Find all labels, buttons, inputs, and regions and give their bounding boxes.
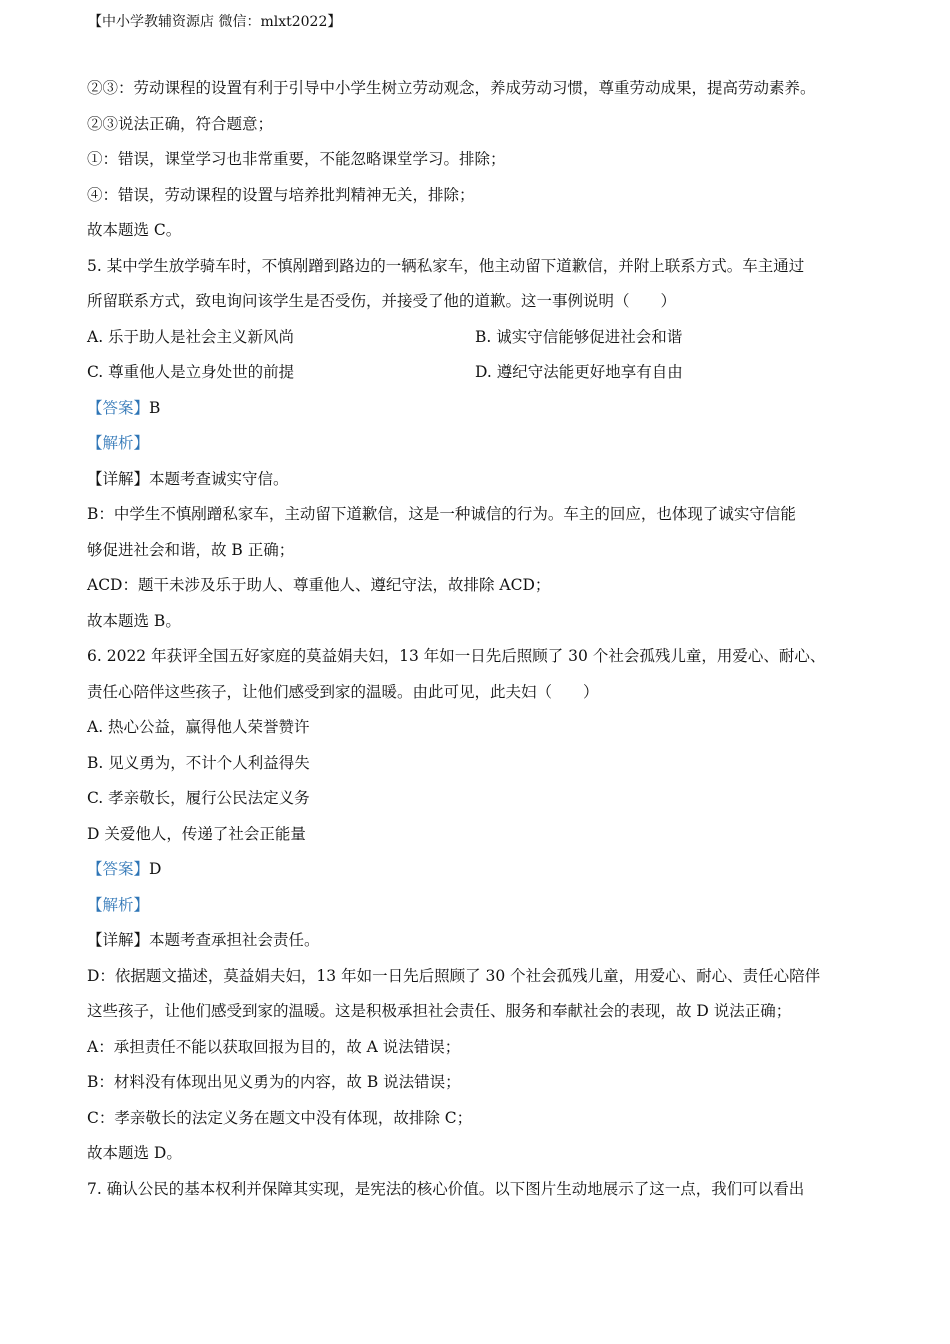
prev-analysis-line: ④：错误，劳动课程的设置与培养批判精神无关，排除； (87, 185, 475, 204)
q5-options-row (87, 355, 877, 391)
q5-explanation-line: B：中学生不慎剐蹭私家车，主动留下道歉信，这是一种诚信的行为。车主的回应，也体现了诚实守信能 (87, 505, 796, 523)
q5-detail-intro: 本题考查诚实守信。 (149, 469, 289, 488)
q6-stem-line: 6. 2022 年获评全国五好家庭的莫益娟夫妇，13 年如一日先后照顾了 30 个社会孤残儿童，用爱心、耐心、 (87, 647, 826, 665)
q5-explanation-line: ACD：题干未涉及乐于助人、尊重他人、遵纪守法，故排除 ACD； (87, 576, 551, 594)
q6-explanation-line: 这些孩子，让他们感受到家的温暖。这是积极承担社会责任、服务和奉献社会的表现，故 D 说法正确； (87, 1002, 792, 1020)
q6-answer-tag: 【答案】 (87, 860, 150, 878)
q6-analysis-tag: 【解析】 (87, 895, 150, 914)
q6-detail-tag: 【详解】 (87, 931, 150, 949)
page-header-watermark: 【中小学教辅资源店 微信：mlxt2022】 (88, 14, 342, 30)
q5-conclusion: 故本题选 B。 (87, 611, 181, 630)
q5-answer (87, 391, 877, 427)
q6-explanation-line: C：孝亲敬长的法定义务在题文中没有体现，故排除 C； (87, 1108, 473, 1127)
prev-analysis-line: ②③说法正确，符合题意； (87, 114, 274, 133)
q6-explanation-line: D：依据题文描述，莫益娟夫妇，13 年如一日先后照顾了 30 个社会孤残儿童，用爱心、耐心、责任心陪伴 (87, 966, 821, 985)
q5-option-b: B. 诚实守信能够促进社会和谐 (475, 327, 683, 346)
q5-detail-tag: 【详解】 (87, 469, 150, 488)
q7-stem-line: 7. 确认公民的基本权利并保障其实现，是宪法的核心价值。以下图片生动地展示了这一点，我们可以看出 (87, 1179, 805, 1198)
q5-stem-line: 所留联系方式，致电询问该学生是否受伤，并接受了他的道歉。这一事例说明（ ） (87, 292, 677, 310)
q5-explanation-line: 够促进社会和谐，故 B 正确； (87, 540, 295, 559)
q6-option-d: D 关爱他人，传递了社会正能量 (87, 824, 306, 843)
q6-answer-value: D (149, 860, 162, 878)
q6-answer (87, 852, 877, 888)
q6-option-a: A. 热心公益，赢得他人荣誉赞许 (87, 718, 310, 736)
prev-analysis-line: ②③：劳动课程的设置有利于引导中小学生树立劳动观念，养成劳动习惯，尊重劳动成果，提高劳动素养。 (87, 79, 816, 97)
q5-option-a: A. 乐于助人是社会主义新风尚 (87, 327, 295, 346)
q6-stem-line: 责任心陪伴这些孩子，让他们感受到家的温暖。由此可见，此夫妇（ ） (87, 682, 599, 701)
q5-options-row (87, 320, 877, 356)
q6-explanation-line: A：承担责任不能以获取回报为目的，故 A 说法错误； (87, 1037, 461, 1056)
document-body (87, 71, 877, 1207)
q6-option-b: B. 见义勇为，不计个人利益得失 (87, 753, 310, 772)
q5-stem-line: 5. 某中学生放学骑车时，不慎剐蹭到路边的一辆私家车，他主动留下道歉信，并附上联系方式。车主通过 (87, 256, 805, 275)
q6-option-c: C. 孝亲敬长，履行公民法定义务 (87, 789, 310, 807)
q6-analysis-heading (87, 888, 877, 924)
prev-conclusion: 故本题选 C。 (87, 221, 182, 239)
q6-conclusion: 故本题选 D。 (87, 1144, 182, 1162)
q6-detail-intro: 本题考查承担社会责任。 (149, 931, 320, 949)
q5-answer-value: B (149, 398, 161, 417)
q5-analysis-tag: 【解析】 (87, 434, 150, 452)
q5-detail (87, 462, 877, 498)
q5-option-d: D. 遵纪守法能更好地享有自由 (475, 363, 683, 381)
q5-option-c: C. 尊重他人是立身处世的前提 (87, 363, 295, 381)
q6-detail (87, 923, 877, 959)
prev-analysis-line: ①：错误，课堂学习也非常重要，不能忽略课堂学习。排除； (87, 150, 506, 168)
q6-explanation-line: B：材料没有体现出见义勇为的内容，故 B 说法错误； (87, 1073, 461, 1091)
q5-analysis-heading (87, 426, 877, 462)
q5-answer-tag: 【答案】 (87, 398, 150, 417)
